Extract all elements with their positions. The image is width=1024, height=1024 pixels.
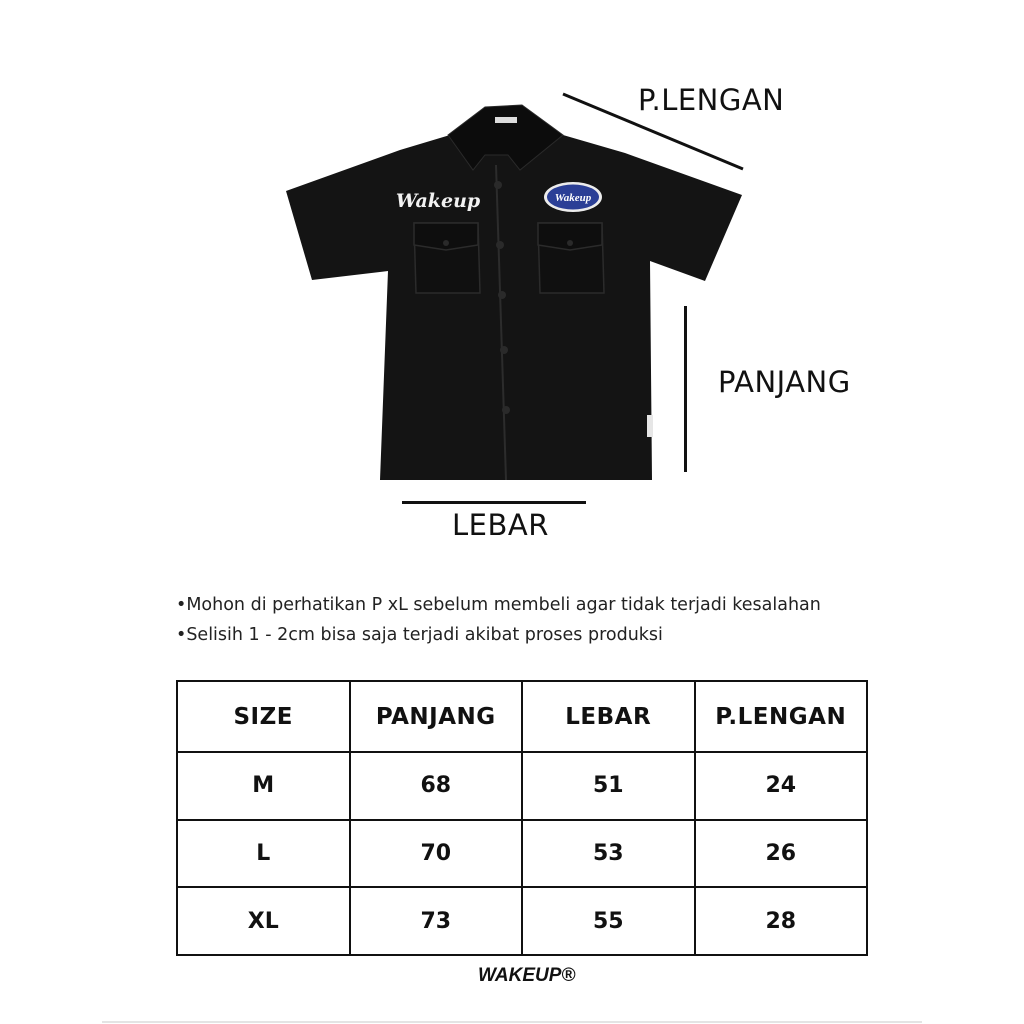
cell-lebar: 55 (522, 887, 695, 955)
header-lebar: LEBAR (522, 681, 695, 752)
table-row (177, 820, 867, 888)
table-header-row (177, 681, 867, 752)
chest-embroidery: Wakeup (395, 190, 481, 212)
cell-p-lengan: 24 (695, 752, 868, 820)
cell-panjang: 70 (350, 820, 523, 888)
cell-p-lengan: 26 (695, 820, 868, 888)
header-panjang: PANJANG (350, 681, 523, 752)
width-label: LEBAR (452, 508, 549, 542)
cell-panjang: 68 (350, 752, 523, 820)
cell-size: L (177, 820, 350, 888)
table-row (177, 752, 867, 820)
length-label: PANJANG (718, 365, 851, 399)
length-measure-line (684, 306, 687, 472)
sleeve-label: P.LENGAN (638, 83, 785, 117)
table-row (177, 887, 867, 955)
cell-panjang: 73 (350, 887, 523, 955)
cell-size: M (177, 752, 350, 820)
cell-size: XL (177, 887, 350, 955)
header-size: SIZE (177, 681, 350, 752)
cell-lebar: 53 (522, 820, 695, 888)
header-p-lengan: P.LENGAN (695, 681, 868, 752)
cell-lebar: 51 (522, 752, 695, 820)
cell-p-lengan: 28 (695, 887, 868, 955)
note-2: •Selisih 1 - 2cm bisa saja terjadi akibat proses produksi (176, 625, 663, 645)
patch-label: Wakeup (554, 192, 592, 204)
bottom-divider (102, 1021, 922, 1023)
size-table (176, 680, 868, 956)
brand-logo: WAKEUP® (478, 965, 576, 986)
width-measure-line (402, 501, 586, 504)
note-1: •Mohon di perhatikan P xL sebelum membeli agar tidak terjadi kesalahan (176, 595, 821, 615)
